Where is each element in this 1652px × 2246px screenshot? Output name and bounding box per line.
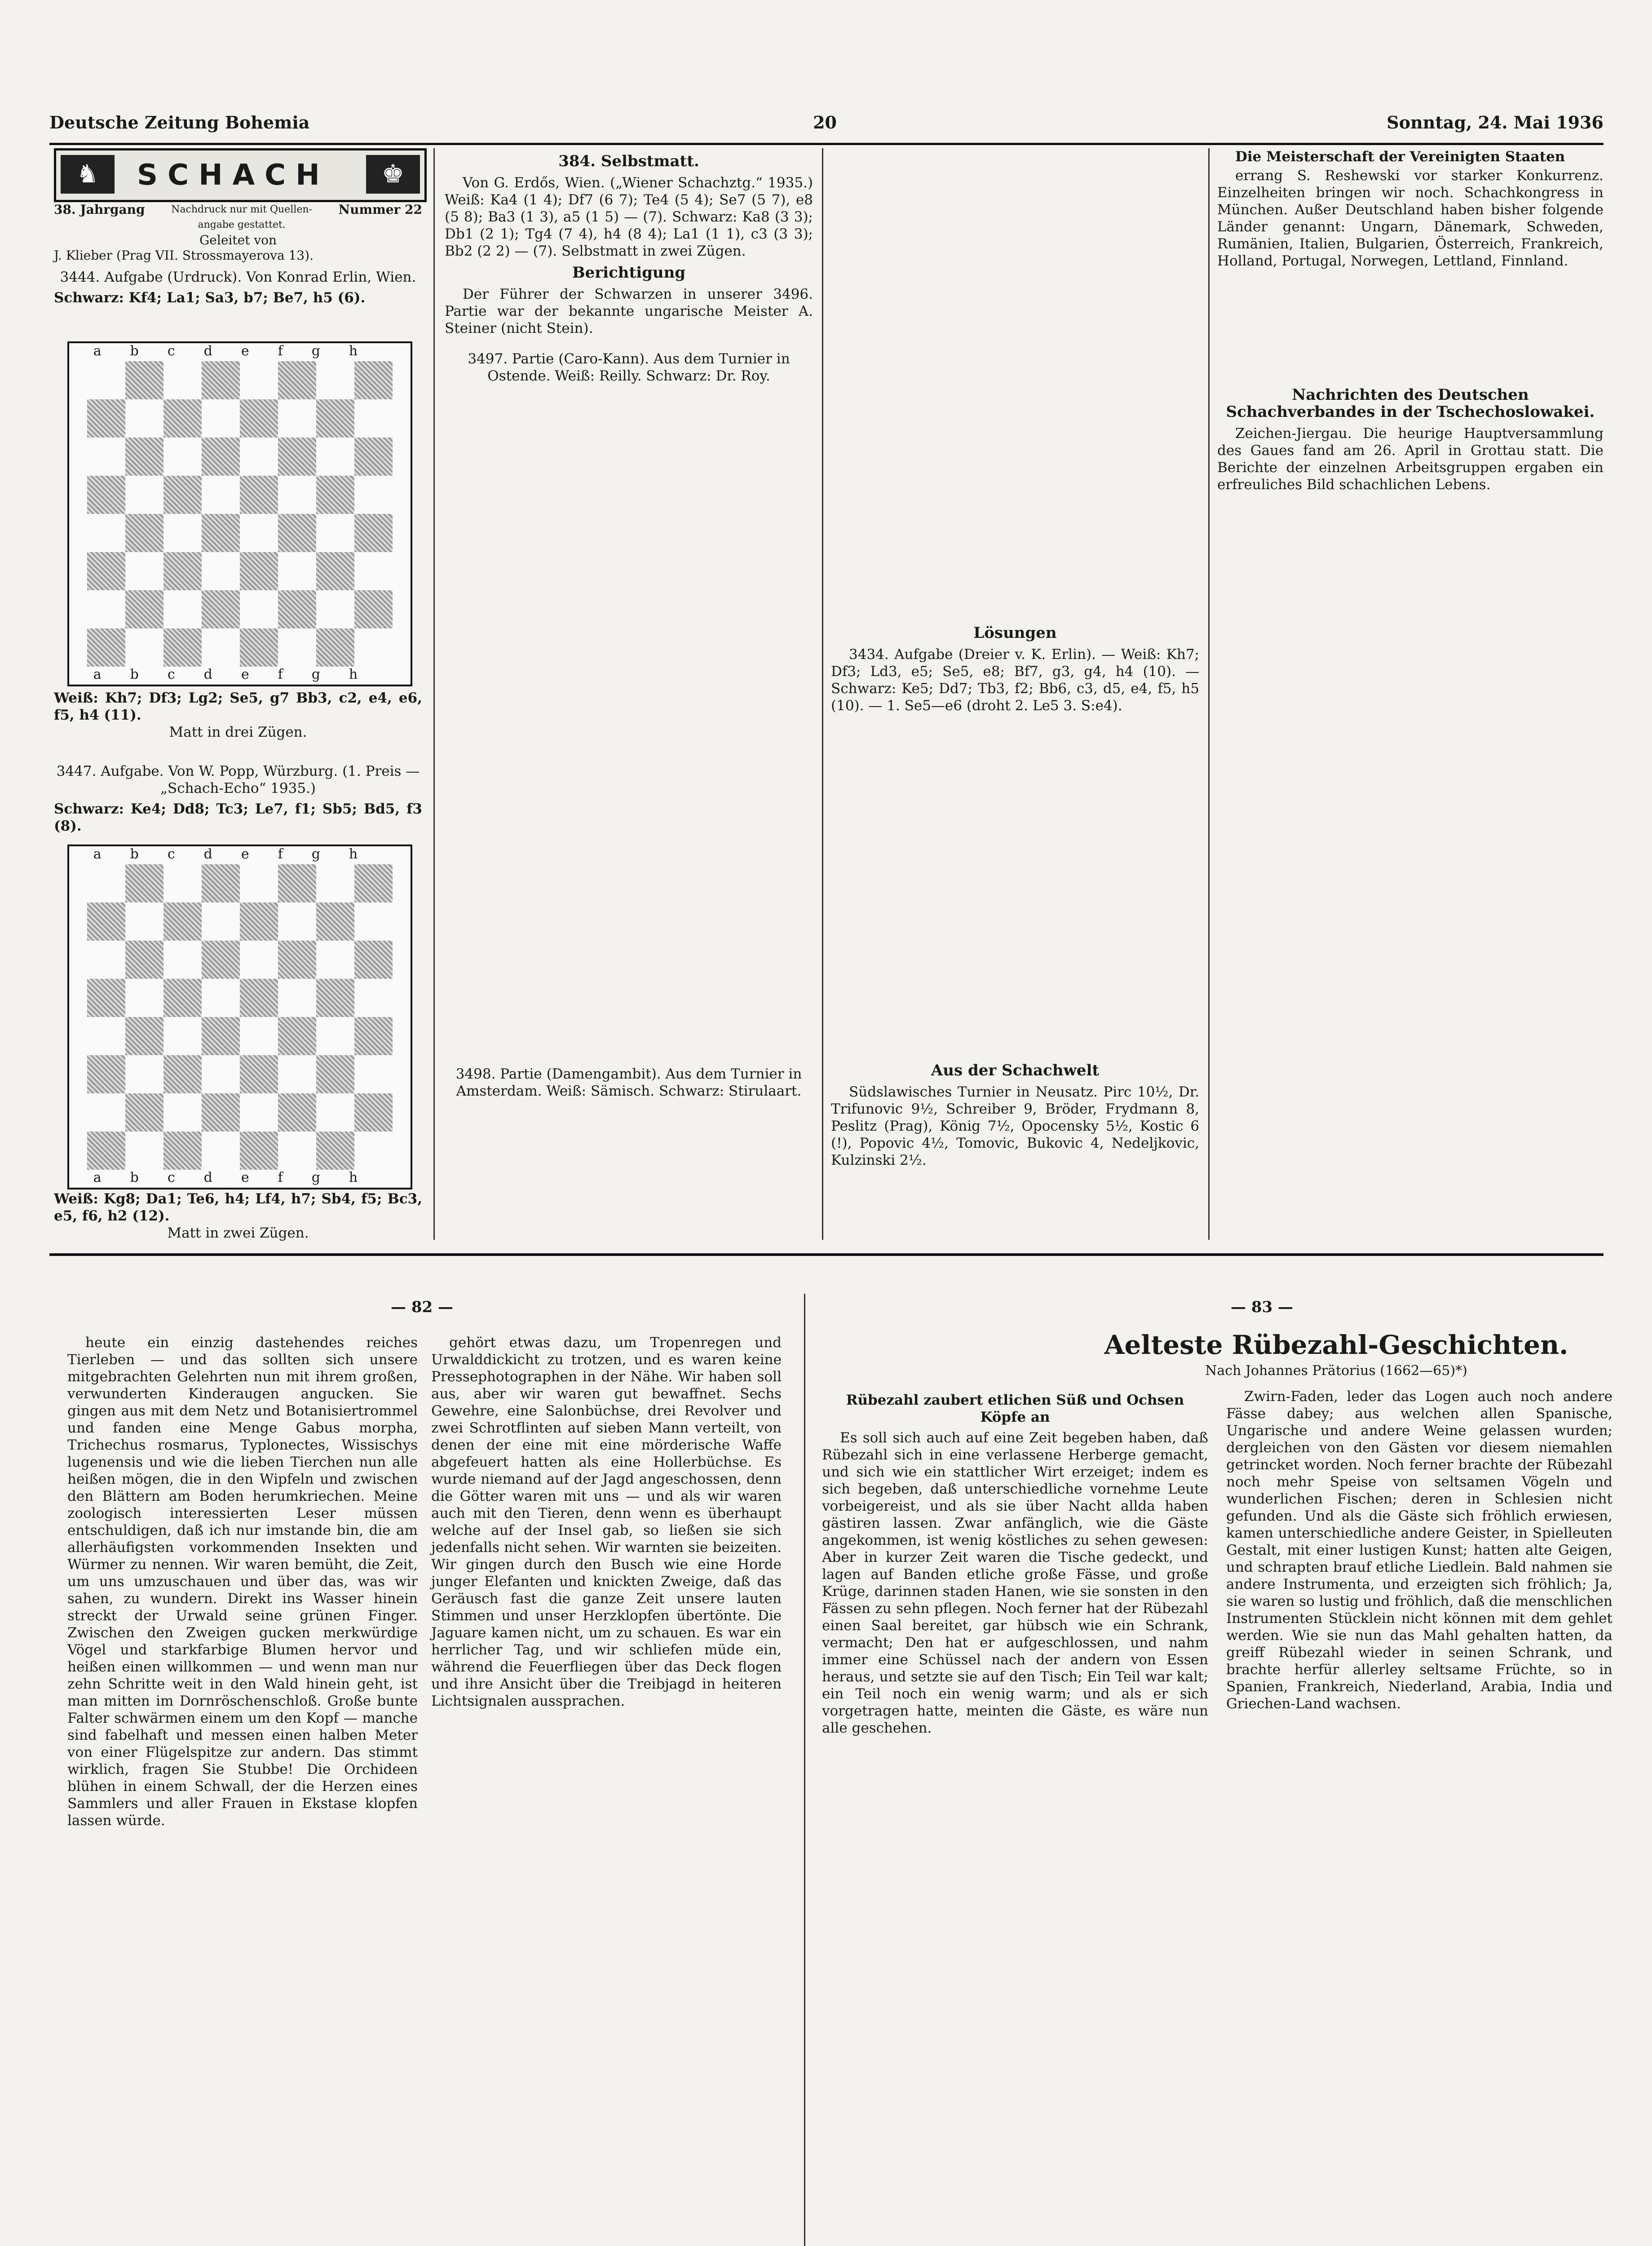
board-square bbox=[354, 864, 393, 902]
board-square bbox=[316, 979, 354, 1017]
board-square bbox=[163, 361, 202, 399]
board-square bbox=[202, 1093, 240, 1132]
board-square bbox=[354, 1093, 393, 1132]
board-square bbox=[354, 941, 393, 979]
board-square bbox=[316, 1055, 354, 1093]
board-square bbox=[354, 476, 393, 514]
board-square bbox=[125, 628, 163, 667]
selbstmatt-heading: 384. Selbstmatt. bbox=[558, 152, 699, 170]
problem-3444-white-block bbox=[54, 690, 422, 741]
board-square bbox=[278, 514, 316, 552]
board-square bbox=[240, 476, 278, 514]
board-square bbox=[354, 399, 393, 438]
lower-col-2-text: gehört etwas dazu, um Tropenregen und Urwalddickicht zu trotzen, und es waren keine Pressephotographen in der Nähe. Wir haben soll aus, aber wir waren gut bewaffnet. Sechs Gewehre, eine Salonbüchse, drei Revolver und zwei Schrotflinten auf sieben Mann verteilt, von denen der eine mit eine mörderische Waffe abgefeuert hatten als eine Hollerbüchse. Es wurde niemand auf der Jagd angeschossen, denn die Götter waren mit uns — und als wir waren auch mit den Tieren, denn wenn es überhaupt welche auf der Insel gab, so ließen sie sich jedenfalls nicht sehen. Wir warnten sie beizeiten. Wir gingen durch den Busch wie eine Horde junger Elefanten und knickten Zweige, daß das Geräusch fast die ganze Zeit unsere lauten Stimmen und unser Herzklopfen übertönte. Die Jaguare kamen nicht, um zu schauen. Es war ein herrlicher Tag, und wir schliefen müde ein, während die Feuerfliegen über das Deck flogen und ihre Ansicht über die Treibjagd in heiteren Lichtsignalen aussprachen. bbox=[431, 1335, 782, 1709]
schachwelt-heading: Aus der Schachwelt bbox=[931, 1061, 1100, 1079]
partie-3497-heading: 3497. Partie (Caro-Kann). Aus dem Turnier in Ostende. Weiß: Reilly. Schwarz: Dr. Roy. bbox=[468, 351, 790, 384]
berichtigung-heading: Berichtigung bbox=[572, 264, 686, 282]
board-square bbox=[163, 476, 202, 514]
loesungen-continuation bbox=[831, 716, 1199, 1057]
header-rule bbox=[49, 143, 1603, 145]
partie-3497-moves bbox=[445, 388, 813, 1062]
lower-col-3-text: Es soll sich auch auf eine Zeit begeben haben, daß Rübezahl sich in eine verlassene Herberge gemacht, und sich wie ein stattlicher Wirt erzeiget; indem es sich begeben, daß unterschiedliche vornehme Leute vorbeigereist, und als sie über Nacht allda haben gästiren lassen. Zwar anfänglich, wie die Gäste angekommen, ist wenig köstliches zu sehen gewesen: Aber in kurzer Zeit waren die Tische gedeckt, und lagen auf Banden etliche große Fässe, und große Krüge, darinnen staden Hanen, wie sie sonsten in den Fässen zu sehn pflegen. Noch ferner hat der Rübezahl einen Saal bereitet, gar hübsch wie ein Schrank, vermacht; Den hat er aufgeschlossen, und nahm immer eine Schüssel nach der andern von Essen heraus, und setzte sie auf den Tisch; Ein Teil war kalt; ein Teil noch ein wenig warm; und als er sich vorgetragen hatte, meinten die Gäste, es wäre nun alle geschehen. bbox=[822, 1430, 1208, 1736]
problem-3444-stipulation: Matt in drei Zügen. bbox=[169, 724, 307, 740]
board-square bbox=[240, 514, 278, 552]
selbstmatt-text: Von G. Erdős, Wien. („Wiener Schachztg.“ 1935.) Weiß: Ka4 (1 4); Df7 (6 7); Te4 (5 4); Se7 (5 7), e8 (5 8); Ba3 (1 3), a5 (1 5) — (7). Schwarz: Ka8 (3 3); Db1 (2 1); Tg4 (7 4), h4 (8 4); La1 (1 1), c3 (3 3); Bb2 (2 2) — (7). Selbstmatt in zwei Zügen. bbox=[445, 175, 813, 259]
board-square bbox=[240, 438, 278, 476]
lower-col-3 bbox=[822, 1388, 1208, 1738]
newspaper-header bbox=[49, 112, 1603, 139]
board-files-top: abcdefgh bbox=[93, 846, 387, 862]
board-square bbox=[278, 628, 316, 667]
board-square bbox=[202, 1017, 240, 1055]
board-square bbox=[240, 590, 278, 628]
board-square bbox=[202, 1055, 240, 1093]
chess-board-3444 bbox=[67, 341, 412, 686]
issue-date: Sonntag, 24. Mai 1936 bbox=[1387, 112, 1603, 133]
board-square bbox=[202, 514, 240, 552]
board-square bbox=[278, 399, 316, 438]
jahrgang: 38. Jahrgang bbox=[54, 202, 145, 217]
board-square bbox=[125, 399, 163, 438]
news-text-1: errang S. Reshewski vor starker Konkurrenz. Einzelheiten bringen wir noch. Schachkongress in München. Außer Deutschland haben bisher folgende Länder genannt: Ungarn, Dänemark, Schweden, Rumänien, Italien, Bulgarien, Österreich, Frankreich, Holland, Portugal, Norwegen, Lettland, Finnland. bbox=[1217, 168, 1603, 269]
problem-3447-heading-block bbox=[54, 759, 422, 835]
board-files-bottom: abcdefgh bbox=[93, 667, 387, 682]
board-square bbox=[125, 552, 163, 590]
board-square bbox=[87, 552, 125, 590]
problem-3444-white: Weiß: Kh7; Df3; Lg2; Se5, g7 Bb3, c2, e4, e6, f5, h4 (11). bbox=[54, 690, 422, 723]
board-square bbox=[125, 1055, 163, 1093]
board-square bbox=[240, 399, 278, 438]
board-square bbox=[354, 1017, 393, 1055]
board-square bbox=[278, 1132, 316, 1170]
issue-number: Nummer 22 bbox=[338, 202, 422, 217]
board-square bbox=[240, 552, 278, 590]
board-square bbox=[202, 552, 240, 590]
board-square bbox=[87, 941, 125, 979]
board-square bbox=[87, 1132, 125, 1170]
news-title-1: Die Meisterschaft der Vereinigten Staaten bbox=[1235, 149, 1565, 165]
lower-page-left: — 82 — bbox=[391, 1298, 453, 1316]
board-square bbox=[163, 552, 202, 590]
column-divider bbox=[433, 148, 435, 1240]
problem-3447-stipulation: Matt in zwei Zügen. bbox=[167, 1225, 309, 1241]
tale-subtitle: Nach Johannes Prätorius (1662—65)*) bbox=[1205, 1363, 1467, 1379]
board-square bbox=[240, 361, 278, 399]
board-square bbox=[354, 902, 393, 941]
geleitet-label: Geleitet von bbox=[199, 233, 277, 248]
problem-3447-white: Weiß: Kg8; Da1; Te6, h4; Lf4, h7; Sb4, f5; Bc3, e5, f6, h2 (12). bbox=[54, 1191, 422, 1224]
board-square bbox=[202, 1132, 240, 1170]
board-square bbox=[163, 514, 202, 552]
schachwelt-text: Südslawisches Turnier in Neusatz. Pirc 10½, Dr. Trifunovic 9½, Schreiber 9, Bröder, Frydmann 8, Peslitz (Prag), König 7½, Opocensky 5½, Kostic 6 (!), Popovic 4½, Tomovic, Bukovic 4, Nedeljkovic, Kulzinski 2½. bbox=[831, 1084, 1199, 1168]
partie-continuation bbox=[831, 148, 1199, 620]
news-text-2: Zeichen-Jiergau. Die heurige Hauptversammlung des Gaues fand am 26. April in Grottau statt. Die Berichte der einzelnen Arbeitsgruppen ergaben ein erfreuliches Bild schachlichen Lebens. bbox=[1217, 425, 1603, 493]
news-title-2: Nachrichten des Deutschen Schachverbandes in der Tschechoslowakei. bbox=[1226, 386, 1595, 421]
board-square bbox=[87, 979, 125, 1017]
board-square bbox=[316, 941, 354, 979]
board-square bbox=[87, 628, 125, 667]
board-square bbox=[125, 514, 163, 552]
berichtigung-text: Der Führer der Schwarzen in unserer 3496. Partie war der bekannte ungarische Meister A. Steiner (nicht Stein). bbox=[445, 286, 813, 336]
board-square bbox=[278, 438, 316, 476]
masthead-name: Deutsche Zeitung Bohemia bbox=[49, 112, 310, 133]
board-square bbox=[316, 361, 354, 399]
board-square bbox=[202, 902, 240, 941]
board-square bbox=[125, 1017, 163, 1055]
board-square bbox=[354, 361, 393, 399]
board-square bbox=[354, 590, 393, 628]
section-divider bbox=[49, 1253, 1603, 1256]
board-square bbox=[202, 628, 240, 667]
board-square bbox=[163, 399, 202, 438]
board-square bbox=[202, 979, 240, 1017]
board-square bbox=[316, 399, 354, 438]
chess-meta bbox=[54, 202, 422, 263]
board-square bbox=[125, 1132, 163, 1170]
chess-editor: J. Klieber (Prag VII. Strossmayerova 13). bbox=[54, 248, 314, 263]
tale-chapter-head: Rübezahl zaubert etlichen Süß und Ochsen Köpfe an bbox=[846, 1392, 1184, 1425]
chess-board-3447 bbox=[67, 844, 412, 1189]
board-square bbox=[125, 902, 163, 941]
board-square bbox=[316, 1132, 354, 1170]
board-square bbox=[87, 864, 125, 902]
board-square bbox=[163, 438, 202, 476]
board-square bbox=[240, 1017, 278, 1055]
board-square bbox=[125, 1093, 163, 1132]
page-number: 20 bbox=[813, 112, 837, 133]
board-square bbox=[202, 361, 240, 399]
board-square bbox=[87, 902, 125, 941]
board-square bbox=[163, 1093, 202, 1132]
board-square bbox=[240, 979, 278, 1017]
problem-3447-black: Schwarz: Ke4; Dd8; Tc3; Le7, f1; Sb5; Bd5, f3 (8). bbox=[54, 801, 422, 834]
board-square bbox=[316, 476, 354, 514]
board-square bbox=[240, 941, 278, 979]
board-square bbox=[202, 941, 240, 979]
loesungen-heading: Lösungen bbox=[973, 624, 1057, 642]
problem-3444-black: Schwarz: Kf4; La1; Sa3, b7; Be7, h5 (6). bbox=[54, 290, 366, 306]
board-square bbox=[316, 1093, 354, 1132]
chess-column-3 bbox=[831, 148, 1199, 1171]
board-square bbox=[240, 902, 278, 941]
board-square bbox=[278, 902, 316, 941]
board-square bbox=[163, 1132, 202, 1170]
chess-column-2 bbox=[445, 148, 813, 1103]
board-files-top: abcdefgh bbox=[93, 343, 387, 359]
board-square bbox=[87, 1017, 125, 1055]
board-square bbox=[202, 864, 240, 902]
lower-col-4 bbox=[1226, 1388, 1612, 1714]
board-square bbox=[278, 476, 316, 514]
board-square bbox=[202, 399, 240, 438]
board-square bbox=[316, 902, 354, 941]
column-divider bbox=[1208, 148, 1210, 1240]
board-square bbox=[354, 1132, 393, 1170]
board-square bbox=[278, 590, 316, 628]
board-square bbox=[278, 941, 316, 979]
board-square bbox=[163, 979, 202, 1017]
tale-header bbox=[1060, 1330, 1612, 1379]
board-square bbox=[163, 590, 202, 628]
problem-3444-heading-block bbox=[54, 265, 422, 306]
board-square bbox=[163, 902, 202, 941]
board-grid-3444 bbox=[87, 361, 393, 667]
board-square bbox=[240, 1055, 278, 1093]
board-square bbox=[278, 552, 316, 590]
board-square bbox=[87, 438, 125, 476]
board-square bbox=[125, 361, 163, 399]
problem-3447-heading: 3447. Aufgabe. Von W. Popp, Würzburg. (1. Preis — „Schach-Echo“ 1935.) bbox=[56, 763, 420, 796]
loesungen-text: 3434. Aufgabe (Dreier v. K. Erlin). — Weiß: Kh7; Df3; Ld3, e5; Se5, e8; Bf7, g3, g4, h4 (10). — Schwarz: Ke5; Dd7; Tb3, f2; Bb6, c3, d5, e4, f5, h5 (10). — 1. Se5—e6 (droht 2. Le5 3. S:e4). bbox=[831, 646, 1199, 714]
lower-col-1-text: heute ein einzig dastehendes reiches Tierleben — und das sollten sich unsere mitgebrachten Gelehrten nun mit ihrem großen, verwunderten Kinderaugen angucken. Sie gingen aus mit dem Netz und Botanisiertrommel und fanden eine Menge Gabus morpha, Trichechus rosmarus, Typlonectes, Wissischys lugenensis und wie die lieben Tierchen nun alle heißen mögen, die in den Wipfeln und zwischen den Blättern am Boden herumkriechen. Meine zoologisch interessierten Leser müssen entschuldigen, daß ich nur imstande bin, die am allerhäufigsten vorkommenden Insekten und Würmer zu nennen. Wir waren bemüht, die Zeit, um uns umzuschauen und über das, was wir sahen, zu wundern. Direkt ins Wasser hinein streckt der Urwald seine grünen Finger. Zwischen den Zweigen gucken merkwürdige Vögel und starkfarbige Blumen hervor und heißen einen willkommen — und wenn man nur zehn Schritte weit in den Wald hinein geht, ist man mitten im Dornröschenschloß. Große bunte Falter schwärmen einem um den Kopf — manche sind fabelhaft und messen einen halben Meter von einer Flügelspitze zur andern. Das stimmt wirklich, fragen Sie Stubbe! Die Orchideen blühen in einem Schwall, der die Herzen eines Sammlers und aller Frauen in Ekstase klopfen lassen würde. bbox=[67, 1335, 418, 1829]
king-icon: ♚ bbox=[366, 155, 420, 194]
tale-title: Aelteste Rübezahl-Geschichten. bbox=[1104, 1330, 1568, 1360]
board-square bbox=[87, 361, 125, 399]
chess-banner bbox=[54, 148, 427, 202]
board-square bbox=[240, 628, 278, 667]
lower-col-2 bbox=[431, 1334, 782, 1711]
board-square bbox=[202, 476, 240, 514]
lower-col-4-text: Zwirn-Faden, leder das Logen auch noch andere Fässe dabey; aus welchen allen Spanische, Ungarische und andere Weine gelassen wurden; dergleichen von den Gästen vor diesem niemahlen getrincket worden. Noch ferner brachte der Rübezahl noch mehr Speise von seltsamen Vögeln und wunderlichen Fischen; deren in Schlesien nicht gefunden. Und als die Gäste sich fröhlich erwiesen, kamen unterschiedliche andere Geister, in Spielleuten Gestalt, mit einer lustigen Kunst; hatten alte Geigen, und schrapten brauf etliche Liedlein. Bald nahmen sie andere Instrumenta, und erzeigten sich fröhlich; Ja, sie waren so lustig und fröhlich, daß die menschlichen Instrumenten Stücklein nicht können mit dem gehlet werden. Wie sie nun das Mahl gehalten hatten, da greiff Rübezahl wieder in seinen Schrank, und brachte herfür allerley seltsame Früchte, so in Spanien, Frankreich, Niederland, Arabia, India und Griechen-Land wachsen. bbox=[1226, 1388, 1612, 1712]
board-square bbox=[354, 628, 393, 667]
problem-3444-heading: 3444. Aufgabe (Urdruck). Von Konrad Erlin, Wien. bbox=[60, 269, 416, 285]
board-square bbox=[125, 590, 163, 628]
board-square bbox=[87, 590, 125, 628]
board-square bbox=[316, 1017, 354, 1055]
board-square bbox=[278, 1017, 316, 1055]
chess-banner-title: SCHACH bbox=[137, 159, 330, 192]
board-square bbox=[278, 979, 316, 1017]
chess-column-4 bbox=[1217, 148, 1603, 495]
problem-3447-white-block bbox=[54, 1190, 422, 1242]
lower-col-1 bbox=[67, 1334, 418, 1831]
board-square bbox=[163, 941, 202, 979]
board-square bbox=[278, 864, 316, 902]
gutter-line bbox=[804, 1294, 805, 2246]
board-square bbox=[125, 476, 163, 514]
board-square bbox=[354, 552, 393, 590]
board-square bbox=[240, 864, 278, 902]
board-square bbox=[87, 1093, 125, 1132]
board-square bbox=[87, 399, 125, 438]
board-square bbox=[87, 514, 125, 552]
board-square bbox=[87, 1055, 125, 1093]
board-square bbox=[125, 438, 163, 476]
board-square bbox=[316, 628, 354, 667]
board-square bbox=[316, 590, 354, 628]
board-square bbox=[354, 1055, 393, 1093]
board-square bbox=[163, 1017, 202, 1055]
board-square bbox=[125, 941, 163, 979]
board-square bbox=[278, 1055, 316, 1093]
board-square bbox=[316, 514, 354, 552]
board-square bbox=[163, 1055, 202, 1093]
board-square bbox=[278, 361, 316, 399]
board-square bbox=[125, 979, 163, 1017]
board-square bbox=[125, 864, 163, 902]
board-square bbox=[202, 438, 240, 476]
board-square bbox=[87, 476, 125, 514]
board-square bbox=[202, 590, 240, 628]
board-square bbox=[354, 979, 393, 1017]
board-files-bottom: abcdefgh bbox=[93, 1170, 387, 1185]
board-square bbox=[354, 514, 393, 552]
partie-3498-heading: 3498. Partie (Damengambit). Aus dem Turnier in Amsterdam. Weiß: Sämisch. Schwarz: Stirulaart. bbox=[455, 1066, 802, 1099]
board-square bbox=[354, 438, 393, 476]
nachdruck-note: Nachdruck nur mit Quellen-angabe gestattet. bbox=[171, 204, 312, 230]
board-square bbox=[316, 552, 354, 590]
board-grid-3447 bbox=[87, 864, 393, 1170]
board-square bbox=[163, 628, 202, 667]
board-square bbox=[240, 1132, 278, 1170]
board-square bbox=[240, 1093, 278, 1132]
column-divider bbox=[822, 148, 823, 1240]
knight-icon: ♞ bbox=[61, 155, 115, 194]
board-square bbox=[316, 864, 354, 902]
board-square bbox=[316, 438, 354, 476]
board-square bbox=[163, 864, 202, 902]
board-square bbox=[278, 1093, 316, 1132]
lower-page-right: — 83 — bbox=[1231, 1298, 1293, 1316]
